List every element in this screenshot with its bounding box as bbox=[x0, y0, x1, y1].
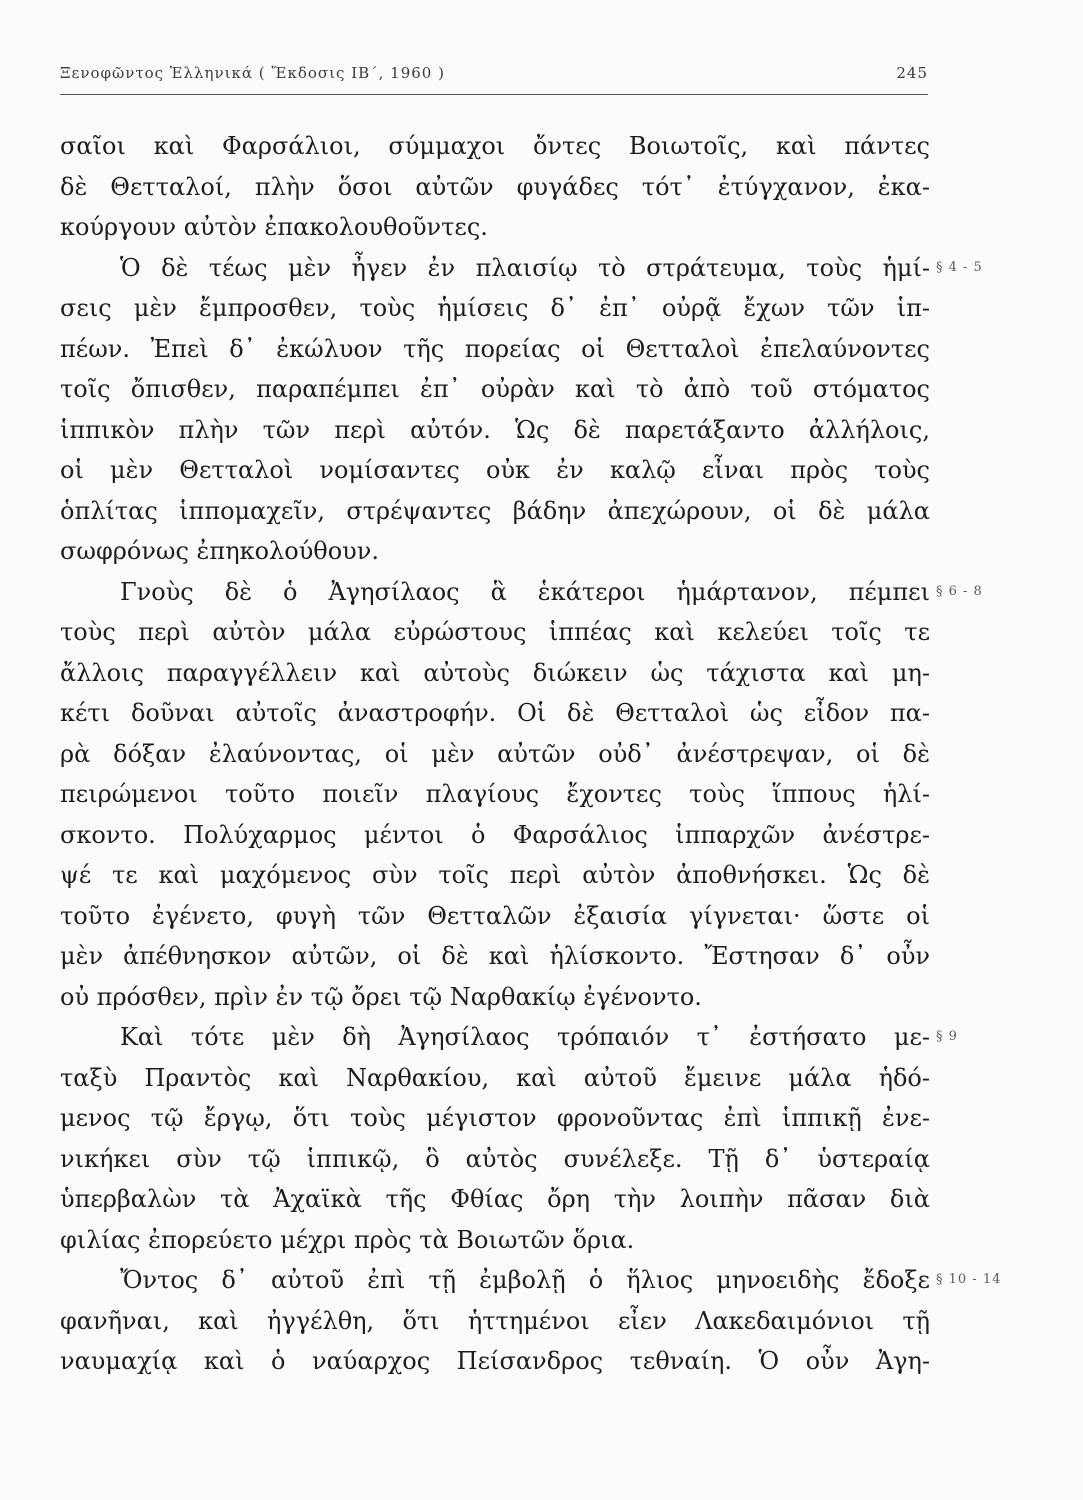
marginal-section-reference: § 9 bbox=[936, 1029, 958, 1044]
text-line: οὐ πρόσθεν, πρὶν ἐν τῷ ὄρει τῷ Ναρθακίῳ ἐγένοντο. bbox=[60, 982, 702, 1011]
body-text bbox=[60, 126, 930, 1382]
marginal-section-reference: § 4 - 5 bbox=[936, 259, 983, 275]
text-line: ναυμαχίᾳ καὶ ὁ ναύαρχος Πείσανδρος τεθναίη. Ὁ οὖν Ἀγη- bbox=[60, 1347, 930, 1375]
text-line: Γνοὺς δὲ ὁ Ἀγησίλαος ἃ ἑκάτεροι ἡμάρτανον, πέμπει bbox=[120, 577, 930, 606]
text-line: ὑπερβαλὼν τὰ Ἀχαϊκὰ τῆς Φθίας ὄρη τὴν λοιπὴν πᾶσαν διὰ bbox=[60, 1185, 930, 1213]
text-line: τοὺς περὶ αὐτὸν μάλα εὐρώστους ἱππέας καὶ κελεύει τοῖς τε bbox=[60, 618, 930, 646]
marginal-section-reference: § 10 - 14 bbox=[936, 1272, 1002, 1287]
text-line: ὁπλίτας ἱππομαχεῖν, στρέψαντες βάδην ἀπεχώρουν, οἱ δὲ μάλα bbox=[60, 496, 930, 525]
text-line: Ὄντος δ᾽ αὐτοῦ ἐπὶ τῇ ἐμβολῇ ὁ ἥλιος μηνοειδὴς ἔδοξε bbox=[120, 1266, 930, 1294]
text-line: σαῖοι καὶ Φαρσάλιοι, σύμμαχοι ὄντες Βοιωτοῖς, καὶ πάντες bbox=[60, 132, 930, 160]
text-line: φανῆναι, καὶ ἠγγέλθη, ὅτι ἡττημένοι εἶεν Λακεδαιμόνιοι τῇ bbox=[60, 1306, 930, 1335]
text-line: Καὶ τότε μὲν δὴ Ἀγησίλαος τρόπαιόν τ᾽ ἐστήσατο με- bbox=[120, 1023, 930, 1051]
text-line: κούργουν αὐτὸν ἐπακολουθοῦντες. bbox=[60, 213, 488, 241]
text-line: κέτι δοῦναι αὐτοῖς ἀναστροφήν. Οἱ δὲ Θετταλοὶ ὡς εἶδον πα- bbox=[60, 699, 930, 727]
text-line: ταξὺ Πραντὸς καὶ Ναρθακίου, καὶ αὐτοῦ ἔμεινε μάλα ἡδό- bbox=[60, 1063, 930, 1092]
page-number: 245 bbox=[896, 64, 928, 82]
marginal-section-reference: § 6 - 8 bbox=[936, 583, 983, 599]
text-line: σεις μὲν ἔμπροσθεν, τοὺς ἡμίσεις δ᾽ ἐπ᾽ οὐρᾷ ἔχων τῶν ἱπ- bbox=[60, 294, 930, 322]
text-line: ἄλλοις παραγγέλλειν καὶ αὐτοὺς διώκειν ὡς τάχιστα καὶ μη- bbox=[60, 658, 930, 687]
header-rule bbox=[60, 94, 928, 95]
text-line: πέων. Ἐπεὶ δ᾽ ἐκώλυον τῆς πορείας οἱ Θετταλοὶ ἐπελαύνοντες bbox=[60, 334, 930, 363]
text-line: Ὁ δὲ τέως μὲν ἦγεν ἐν πλαισίῳ τὸ στράτευμα, τοὺς ἡμί- bbox=[120, 253, 930, 282]
text-line: οἱ μὲν Θετταλοὶ νομίσαντες οὐκ ἐν καλῷ εἶναι πρὸς τοὺς bbox=[60, 456, 930, 484]
text-line: δὲ Θετταλοί, πλὴν ὅσοι αὐτῶν φυγάδες τότ᾽ ἐτύγχανον, ἐκα- bbox=[60, 172, 930, 201]
text-line: τοῖς ὄπισθεν, παραπέμπει ἐπ᾽ οὐρὰν καὶ τὸ ἀπὸ τοῦ στόματος bbox=[60, 375, 930, 403]
text-line: σωφρόνως ἐπηκολούθουν. bbox=[60, 537, 379, 565]
text-line: πειρώμενοι τοῦτο ποιεῖν πλαγίους ἔχοντες τοὺς ἵππους ἡλί- bbox=[60, 780, 930, 808]
running-head-title: Ξενοφῶντος Ἑλληνικά ( Ἔκδοσις ΙΒ΄, 1960 ) bbox=[60, 64, 445, 82]
running-head bbox=[60, 64, 928, 90]
text-line: τοῦτο ἐγένετο, φυγὴ τῶν Θετταλῶν ἐξαισία γίγνεται· ὥστε οἱ bbox=[60, 901, 930, 930]
text-line: φιλίας ἐπορεύετο μέχρι πρὸς τὰ Βοιωτῶν ὅρια. bbox=[60, 1225, 635, 1254]
text-line: νικήκει σὺν τῷ ἱππικῷ, ὃ αὐτὸς συνέλεξε. Τῇ δ᾽ ὑστεραίᾳ bbox=[60, 1144, 930, 1173]
text-line: ἱππικὸν πλὴν τῶν περὶ αὐτόν. Ὡς δὲ παρετάξαντο ἀλλήλοις, bbox=[60, 415, 930, 444]
text-line: ρὰ δόξαν ἐλαύνοντας, οἱ μὲν αὐτῶν οὐδ᾽ ἀνέστρεψαν, οἱ δὲ bbox=[60, 739, 930, 768]
text-line: μενος τῷ ἔργῳ, ὅτι τοὺς μέγιστον φρονοῦντας ἐπὶ ἱππικῇ ἐνε- bbox=[60, 1104, 930, 1132]
text-line: ψέ τε καὶ μαχόμενος σὺν τοῖς περὶ αὐτὸν ἀποθνήσκει. Ὡς δὲ bbox=[60, 861, 930, 889]
text-line: σκοντο. Πολύχαρμος μέντοι ὁ Φαρσάλιος ἱππαρχῶν ἀνέστρε- bbox=[60, 820, 930, 849]
text-line: μὲν ἀπέθνησκον αὐτῶν, οἱ δὲ καὶ ἡλίσκοντο. Ἔστησαν δ᾽ οὖν bbox=[60, 942, 930, 970]
